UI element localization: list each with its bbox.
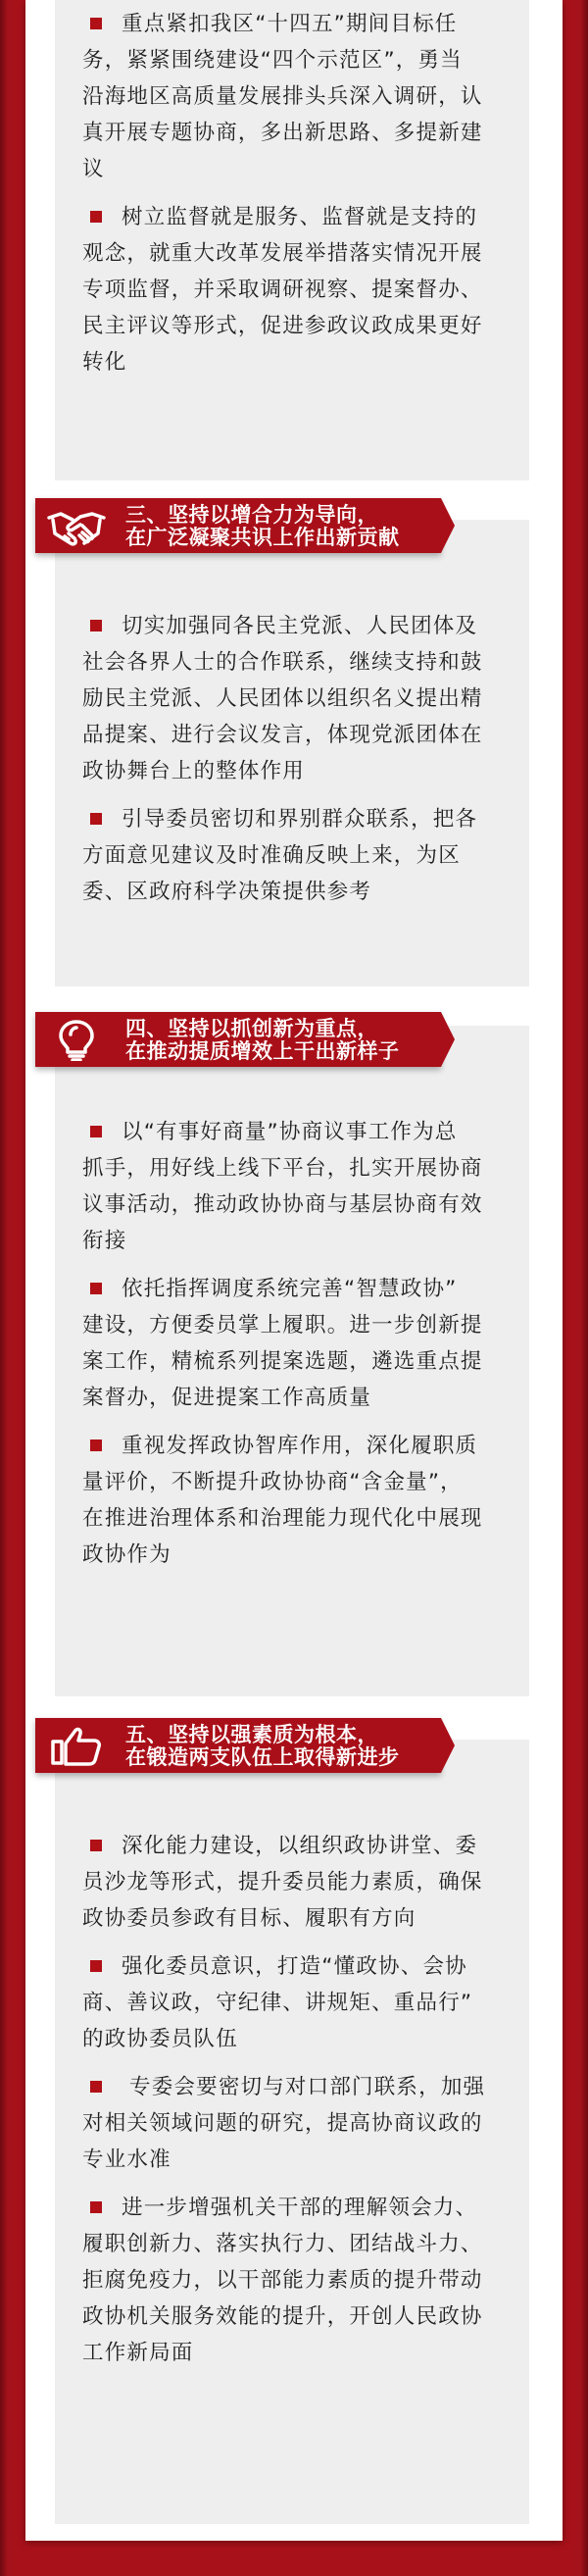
list-item: 以“有事好商量”协商议事工作为总 抓手，用好线上线下平台，扎实开展协商 议事活动，推动政协协商与基层协商有效 衔接 — [82, 1120, 483, 1253]
square-bullet-icon — [90, 1960, 102, 1972]
square-bullet-icon — [90, 1283, 102, 1294]
section-5-title: 五、坚持以强素质为根本， 在锻造两支队伍上取得新进步 — [125, 1723, 400, 1769]
list-item: 专委会要密切与对口部门联系，加强 对相关领域问题的研究，提高协商议政的 专业水准 — [82, 2075, 486, 2172]
square-bullet-icon — [90, 1840, 102, 1851]
square-bullet-icon — [90, 2201, 102, 2213]
section-4-panel — [55, 1026, 529, 1696]
list-item: 切实加强同各民主党派、人民团体及 社会各界人士的合作联系，继续支持和鼓 励民主党派、人民团体以组织名义提出精 品提案、进行会议发言，体现党派团体在 政协舞台上的整体作用 — [82, 614, 483, 783]
section-3-title: 三、坚持以增合力为导向， 在广泛凝聚共识上作出新贡献 — [125, 503, 400, 549]
section-3-panel — [55, 520, 529, 986]
list-item: 树立监督就是服务、监督就是支持的 观念，就重大改革发展举措落实情况开展 专项监督，并采取调研视察、提案督办、 民主评议等形式，促进参政议政成果更好 转化 — [82, 205, 483, 375]
list-item: 深化能力建设，以组织政协讲堂、委 员沙龙等形式，提升委员能力素质，确保 政协委员参政有目标、履职有方向 — [82, 1834, 483, 1931]
square-bullet-icon — [90, 1126, 102, 1137]
thumbs-up-icon — [45, 1724, 108, 1767]
list-item: 进一步增强机关干部的理解领会力、 履职创新力、落实执行力、团结战斗力、 拒腐免疫力，以干部能力素质的提升带动 政协机关服务效能的提升，开创人民政协 工作新局面 — [82, 2196, 483, 2365]
square-bullet-icon — [90, 18, 102, 29]
square-bullet-icon — [90, 1440, 102, 1451]
section-4-banner — [35, 1012, 441, 1067]
list-item: 重点紧扣我区“十四五”期间目标任 务，紧紧围绕建设“四个示范区”，勇当 沿海地区高质量发展排头兵深入调研，认 真开展专题协商，多出新思路、多提新建 议 — [82, 12, 483, 181]
section-4-title: 四、坚持以抓创新为重点， 在推动提质增效上干出新样子 — [125, 1017, 400, 1063]
list-item: 引导委员密切和界别群众联系，把各 方面意见建议及时准确反映上来，为区 委、区政府科学决策提供参考 — [82, 807, 478, 904]
square-bullet-icon — [90, 211, 102, 223]
list-item: 依托指挥调度系统完善“智慧政协” 建设，方便委员掌上履职。进一步创新提 案工作，精梳系列提案选题，遴选重点提 案督办，促进提案工作高质量 — [82, 1277, 483, 1410]
list-item: 强化委员意识，打造“懂政协、会协 商、善议政，守纪律、讲规矩、重品行” 的政协委员队伍 — [82, 1954, 473, 2051]
list-item: 重视发挥政协智库作用，深化履职质 量评价，不断提升政协协商“含金量”， 在推进治理体系和治理能力现代化中展现 政协作为 — [82, 1434, 483, 1567]
square-bullet-icon — [90, 813, 102, 825]
handshake-icon — [45, 504, 108, 547]
lightbulb-icon — [45, 1018, 108, 1061]
section-5-panel — [55, 1740, 529, 2524]
section-3-banner — [35, 498, 441, 553]
top-text-panel — [55, 0, 529, 480]
square-bullet-icon — [90, 2081, 102, 2093]
square-bullet-icon — [90, 620, 102, 631]
section-5-banner — [35, 1718, 441, 1773]
